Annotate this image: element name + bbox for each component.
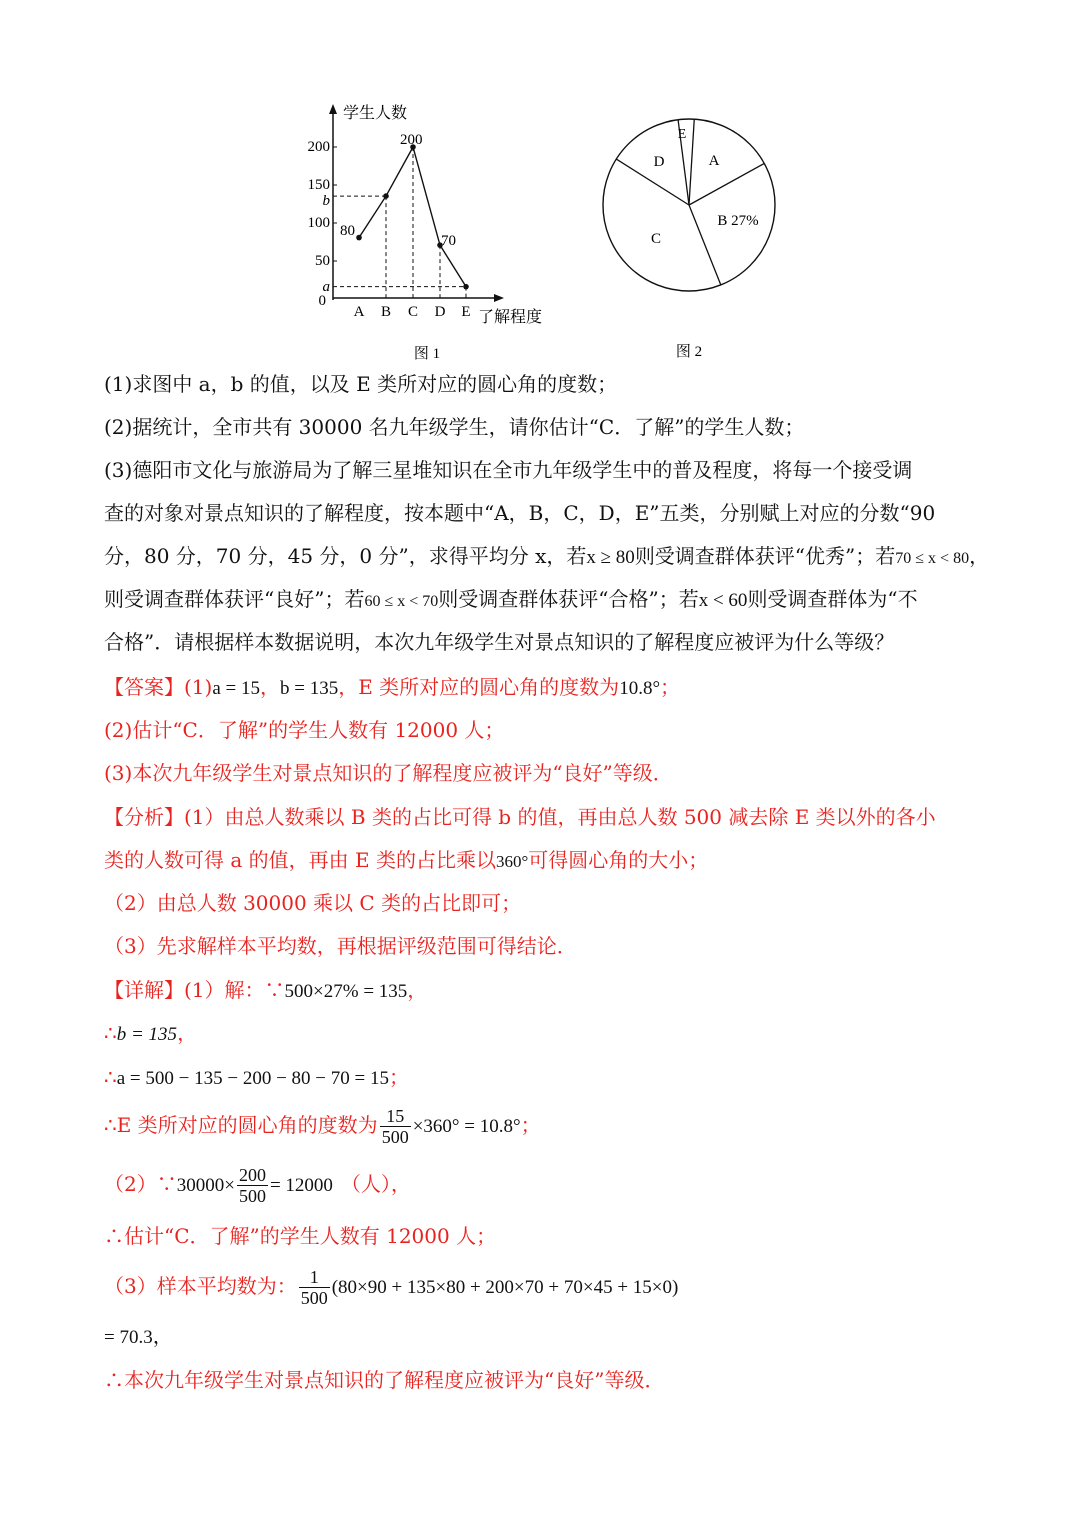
x-tick-label: C <box>407 304 419 320</box>
denominator: 500 <box>300 1288 328 1308</box>
text: ∴E 类所对应的圆心角的度数为 <box>104 1113 378 1137</box>
text: 【详解】(1）解：∵ <box>104 978 285 1002</box>
numerator: 1 <box>299 1267 330 1288</box>
question-3-line-1: (3)德阳市文化与旅游局为了解三星堆知识在全市九年级学生中的普及程度，将每一个接受调 <box>104 458 913 482</box>
data-point-b <box>383 193 389 199</box>
data-line <box>359 147 466 287</box>
y-axis-arrow <box>329 104 337 114</box>
text: ∴ <box>104 1021 117 1045</box>
text: ； <box>520 1113 541 1137</box>
math-expr: 60 ≤ x < 70 <box>364 593 439 610</box>
text: （3）样本平均数为： <box>104 1274 297 1298</box>
text: ， <box>177 1021 198 1045</box>
analysis-line-1: 【分析】(1）由总人数乘以 B 类的占比可得 b 的值，再由总人数 500 减去除 E 类以外的各小 <box>104 805 936 829</box>
text: ， <box>260 675 280 699</box>
text: 则受调查群体获评“良好”；若 <box>104 587 365 611</box>
text: 可得圆心角的大小； <box>528 848 709 872</box>
pie-boundary-b <box>689 163 764 205</box>
pie-boundary-c <box>689 205 721 285</box>
y-tick-label: 200 <box>307 139 330 155</box>
answer-line-3: (3)本次九年级学生对景点知识的了解程度应被评为“良好”等级． <box>104 761 673 785</box>
x-tick-label: A <box>353 304 365 320</box>
math-expr: b = 135 <box>280 678 339 699</box>
question-1: (1)求图中 a，b 的值，以及 E 类所对应的圆心角的度数； <box>104 372 618 396</box>
denominator: 500 <box>238 1186 266 1206</box>
text: 则受调查群体获评“合格”；若 <box>438 587 699 611</box>
math-expr: (80×90 + 135×80 + 200×70 + 70×45 + 15×0) <box>331 1277 679 1298</box>
detail-line-4 <box>104 1103 541 1149</box>
point-label: 70 <box>441 233 456 249</box>
detail-line-9: ∴本次九年级学生对景点知识的了解程度应被评为“良好”等级． <box>104 1368 665 1392</box>
y-tick-label: 150 <box>307 177 330 193</box>
math-expr: 30000× <box>176 1175 235 1196</box>
pie-label-d: D <box>653 154 665 170</box>
detail-line-5 <box>104 1162 411 1208</box>
question-3-line-4 <box>104 584 918 617</box>
y-tick-label: 50 <box>315 253 330 269</box>
figure-1-caption: 图 1 <box>413 346 441 362</box>
math-expr: = 70.3 <box>104 1327 153 1348</box>
analysis-line-3: （2）由总人数 30000 乘以 C 类的占比即可； <box>104 891 522 915</box>
text: 则受调查群体为“不 <box>747 587 918 611</box>
text: （2）∵ <box>104 1172 177 1196</box>
y-axis-title: 学生人数 <box>343 105 408 122</box>
x-axis-arrow <box>494 294 504 302</box>
analysis-line-4: （3）先求解样本平均数，再根据评级范围可得结论． <box>104 934 577 958</box>
answer-line-1 <box>104 672 680 704</box>
text: 则受调查群体获评“优秀”；若 <box>634 544 896 568</box>
math-expr: 500×27% = 135 <box>284 981 408 1002</box>
text: ，E 类所对应的圆心角的度数为 <box>338 675 620 699</box>
numerator: 15 <box>380 1106 411 1127</box>
math-expr: 10.8° <box>619 678 661 699</box>
figures-svg <box>290 92 790 367</box>
math-expr: x ≥ 80 <box>586 547 635 568</box>
figures <box>290 92 790 367</box>
pie-label-c: C <box>650 231 662 247</box>
x-tick-label: B <box>380 304 392 320</box>
math-expr: x < 60 <box>698 590 748 611</box>
figure-2-caption: 图 2 <box>675 344 703 360</box>
pie-label-a: A <box>708 153 720 169</box>
text: 【答案】(1) <box>104 675 213 699</box>
text: ； <box>660 675 681 699</box>
text: ， <box>152 1324 173 1348</box>
question-3-line-5: 合格”．请根据样本数据说明，本次九年级学生对景点知识的了解程度应被评为什么等级？ <box>104 630 895 654</box>
detail-line-6: ∴估计“C．了解”的学生人数有 12000 人； <box>104 1224 497 1248</box>
denominator: 500 <box>381 1127 409 1147</box>
fraction <box>380 1106 411 1147</box>
text: ， <box>969 544 990 568</box>
x-tick-label: E <box>461 304 471 320</box>
y-tick-label: b <box>322 193 330 209</box>
y-tick-label: 100 <box>307 215 330 231</box>
x-tick-label: D <box>434 304 446 320</box>
pie-boundary-a <box>689 119 694 205</box>
text: ∴ <box>104 1065 117 1089</box>
text: 类的人数可得 a 的值，再由 E 类的占比乘以 <box>104 848 496 872</box>
math-expr: ×360° = 10.8° <box>412 1116 521 1137</box>
text: ， <box>407 978 428 1002</box>
analysis-line-2 <box>104 845 708 877</box>
y-tick-label: a <box>322 279 330 295</box>
detail-line-1 <box>104 975 427 1007</box>
figure-2-pie-chart <box>603 119 775 360</box>
figure-1-line-chart <box>308 104 543 362</box>
text: （人）， <box>340 1172 411 1196</box>
pie-label-e: E <box>677 127 687 142</box>
data-point-a <box>356 235 362 241</box>
detail-line-3 <box>104 1062 409 1094</box>
question-3-line-3 <box>104 541 989 574</box>
math-expr: a = 15 <box>212 678 260 699</box>
math-expr: a = 500 − 135 − 200 − 80 − 70 = 15 <box>116 1068 389 1089</box>
numerator: 200 <box>238 1165 266 1185</box>
math-expr: b = 135 <box>116 1024 178 1045</box>
math-expr: 360° <box>495 852 529 871</box>
point-label: 80 <box>340 223 355 239</box>
question-2: (2)据统计，全市共有 30000 名九年级学生，请你估计“C．了解”的学生人数； <box>104 415 805 439</box>
math-expr: = 12000 <box>269 1175 333 1196</box>
text: ； <box>388 1065 409 1089</box>
pie-label-b: B 27% <box>717 213 759 229</box>
x-axis-title: 了解程度 <box>478 309 543 326</box>
answer-line-2: (2)估计“C．了解”的学生人数有 12000 人； <box>104 718 505 742</box>
question-3-line-2: 查的对象对景点知识的了解程度，按本题中“A，B，C，D，E”五类，分别赋上对应的分数“90 <box>104 501 936 525</box>
detail-line-2 <box>104 1018 197 1050</box>
y-tick-label: 0 <box>318 293 326 309</box>
data-point-e <box>463 284 469 290</box>
text: 分，80 分，70 分，45 分，0 分”，求得平均分 x，若 <box>104 544 587 568</box>
fraction <box>299 1267 330 1308</box>
detail-line-7 <box>104 1263 678 1311</box>
detail-line-8 <box>104 1321 173 1353</box>
fraction <box>237 1165 268 1206</box>
point-label: 200 <box>400 132 423 148</box>
math-expr: 70 ≤ x < 80 <box>895 550 970 567</box>
pie-slice-boundaries <box>616 119 764 285</box>
